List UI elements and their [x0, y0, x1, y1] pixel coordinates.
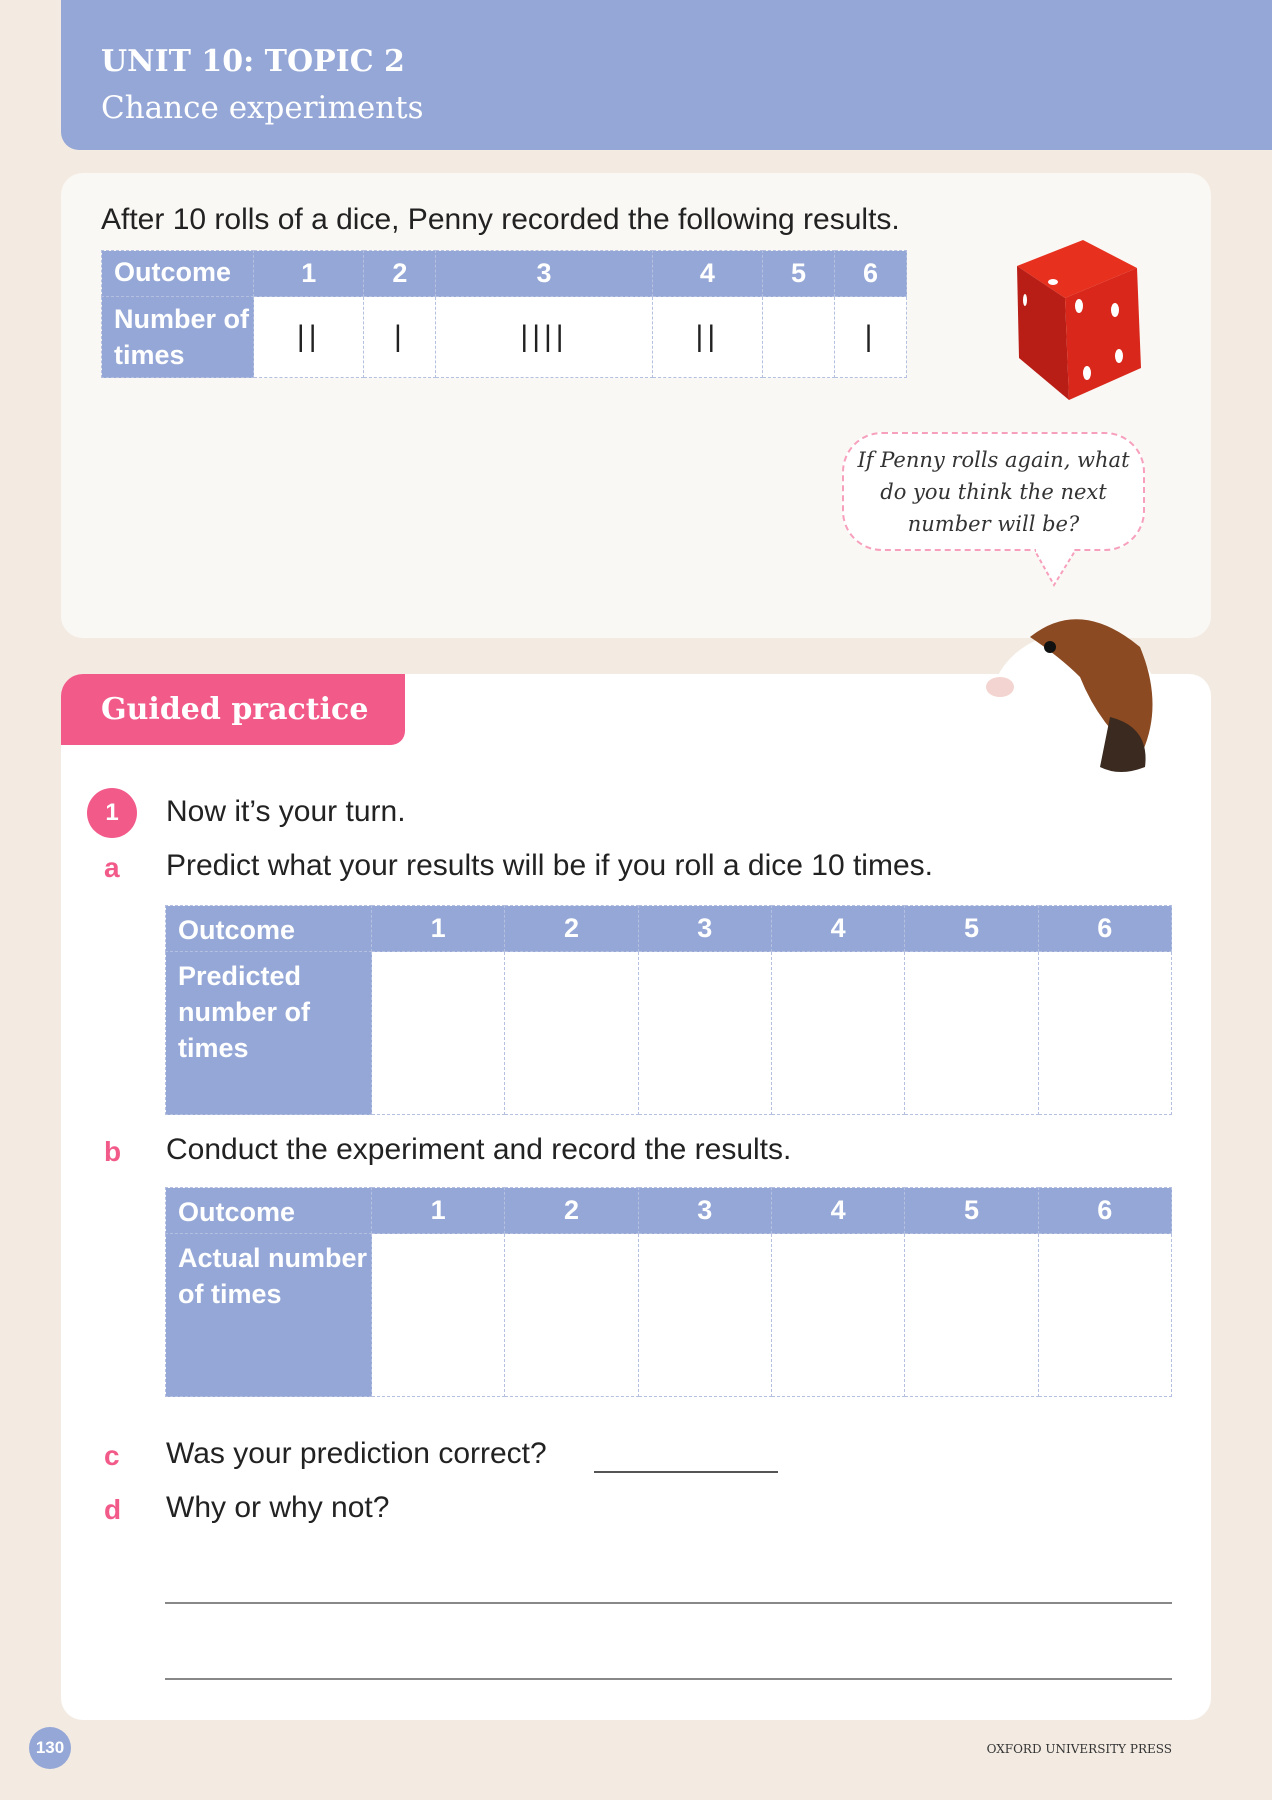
actual-results-table	[165, 1187, 1172, 1397]
prediction-cell-3[interactable]	[638, 952, 771, 1115]
tally-5	[763, 297, 835, 378]
actual-cell-4[interactable]	[771, 1234, 904, 1397]
row-label: Actual number of times	[166, 1234, 372, 1397]
unit-header	[61, 0, 1272, 150]
actual-cell-1[interactable]	[372, 1234, 505, 1397]
speech-bubble-tail	[1030, 549, 1080, 589]
outcome-1: 1	[372, 1188, 505, 1234]
tally-6: |	[835, 297, 907, 378]
row-label: Predicted number of times	[166, 952, 372, 1115]
guinea-pig-image	[970, 597, 1165, 792]
outcome-3: 3	[436, 251, 652, 297]
header-outcome: Outcome	[102, 251, 254, 297]
outcome-4: 4	[771, 1188, 904, 1234]
prediction-cell-2[interactable]	[505, 952, 638, 1115]
part-c-text: Was your prediction correct?	[166, 1437, 547, 1470]
outcome-5: 5	[905, 906, 1038, 952]
actual-cell-3[interactable]	[638, 1234, 771, 1397]
part-d-letter: d	[104, 1494, 122, 1525]
page-title: Chance experiments	[101, 90, 424, 126]
part-c-letter: c	[104, 1440, 120, 1471]
outcome-6: 6	[1038, 906, 1171, 952]
outcome-6: 6	[835, 251, 907, 297]
intro-text: After 10 rolls of a dice, Penny recorded the following results.	[101, 203, 900, 236]
row-label: Number of times	[102, 297, 254, 378]
tally-2: |	[364, 297, 436, 378]
prediction-cell-1[interactable]	[372, 952, 505, 1115]
outcome-1: 1	[372, 906, 505, 952]
part-a-text: Predict what your results will be if you roll a dice 10 times.	[166, 849, 933, 882]
prediction-cell-4[interactable]	[771, 952, 904, 1115]
part-d-text: Why or why not?	[166, 1491, 390, 1524]
publisher: OXFORD UNIVERSITY PRESS	[986, 1742, 1172, 1756]
part-b-text: Conduct the experiment and record the results.	[166, 1133, 792, 1166]
outcome-2: 2	[364, 251, 436, 297]
part-b-letter: b	[104, 1136, 122, 1167]
outcome-1: 1	[254, 251, 364, 297]
header-outcome: Outcome	[166, 906, 372, 952]
tally-1: ||	[254, 297, 364, 378]
outcome-5: 5	[763, 251, 835, 297]
answer-d-line-1[interactable]	[165, 1602, 1172, 1604]
question-number-badge: 1	[87, 788, 137, 838]
outcome-3: 3	[638, 906, 771, 952]
question-text: Now it’s your turn.	[166, 795, 406, 828]
outcome-6: 6	[1038, 1188, 1171, 1234]
prediction-cell-5[interactable]	[905, 952, 1038, 1115]
answer-c-line[interactable]	[594, 1471, 778, 1473]
outcome-2: 2	[505, 906, 638, 952]
part-a-letter: a	[104, 852, 120, 883]
page-number: 130	[29, 1727, 71, 1769]
tally-3: ||||	[436, 297, 652, 378]
outcome-5: 5	[905, 1188, 1038, 1234]
unit-label: UNIT 10: TOPIC 2	[101, 44, 405, 79]
outcome-2: 2	[505, 1188, 638, 1234]
red-dice-image	[1005, 238, 1145, 403]
guided-practice-tab: Guided practice	[61, 674, 405, 745]
actual-cell-2[interactable]	[505, 1234, 638, 1397]
answer-d-line-2[interactable]	[165, 1678, 1172, 1680]
header-outcome: Outcome	[166, 1188, 372, 1234]
outcome-4: 4	[652, 251, 762, 297]
prediction-table	[165, 905, 1172, 1115]
actual-cell-6[interactable]	[1038, 1234, 1171, 1397]
outcome-3: 3	[638, 1188, 771, 1234]
outcome-4: 4	[771, 906, 904, 952]
speech-bubble: If Penny rolls again, what do you think the next number will be?	[842, 432, 1145, 551]
actual-cell-5[interactable]	[905, 1234, 1038, 1397]
tally-4: ||	[652, 297, 762, 378]
prediction-cell-6[interactable]	[1038, 952, 1171, 1115]
penny-results-table	[101, 250, 907, 378]
